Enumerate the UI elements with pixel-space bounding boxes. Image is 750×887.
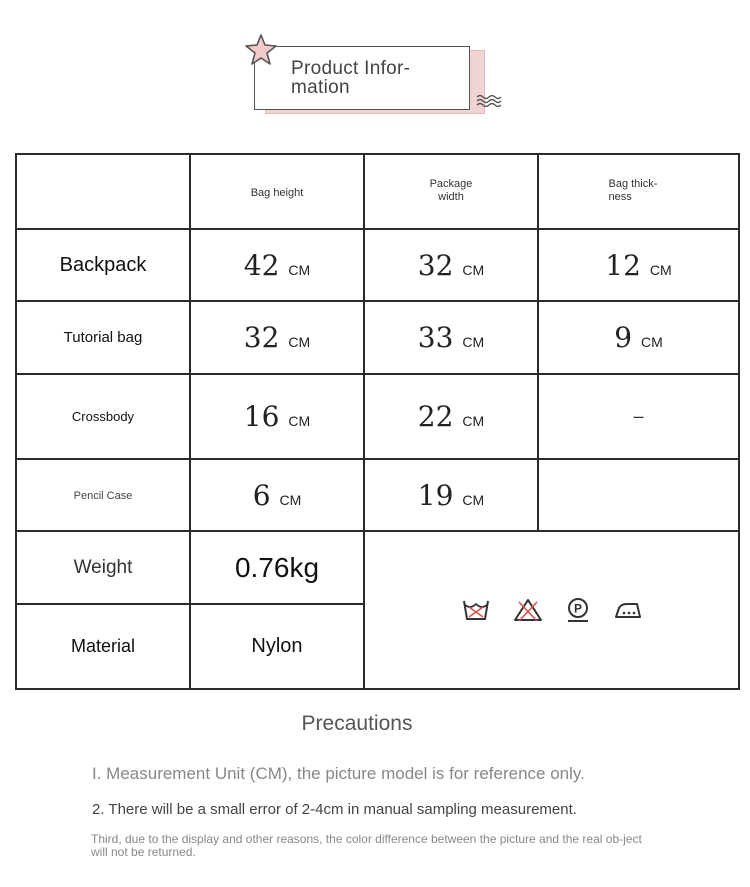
- care-symbols-cell: [364, 531, 739, 689]
- weight-value: 0.76kg: [190, 531, 364, 604]
- iron-icon: [613, 597, 643, 623]
- star-icon: [244, 33, 278, 67]
- width-cell: 22 CM: [364, 374, 538, 459]
- height-cell: 6 CM: [190, 459, 364, 531]
- thickness-cell: –: [538, 374, 739, 459]
- row-label: Backpack: [16, 229, 190, 301]
- header-bag-height: Bag height: [190, 154, 364, 229]
- waves-icon: [476, 93, 504, 107]
- table-row: [16, 374, 739, 459]
- page-title: Product Infor-mation: [291, 58, 411, 98]
- row-label: Crossbody: [16, 374, 190, 459]
- precaution-note-2: 2. There will be a small error of 2-4cm in manual sampling measurement.: [92, 801, 577, 818]
- precaution-note-1: I. Measurement Unit (CM), the picture model is for reference only.: [92, 764, 585, 783]
- row-label: Tutorial bag: [16, 301, 190, 374]
- material-label: Material: [16, 604, 190, 689]
- weight-label: Weight: [16, 531, 190, 604]
- table-row: [16, 459, 739, 531]
- precautions-title: Precautions: [301, 712, 413, 735]
- row-label: Pencil Case: [16, 459, 190, 531]
- header-bag-thickness: Bag thick-ness: [538, 154, 739, 229]
- material-value: Nylon: [190, 604, 364, 689]
- width-cell: 32 CM: [364, 229, 538, 301]
- hand-wash-icon: [461, 597, 491, 623]
- header-empty-cell: [16, 154, 190, 229]
- product-info-badge: [240, 30, 510, 125]
- care-symbols: [365, 597, 738, 623]
- do-not-bleach-icon: [513, 597, 543, 623]
- dry-clean-icon: [565, 597, 591, 623]
- thickness-cell: 9 CM: [538, 301, 739, 374]
- table-row: [16, 229, 739, 301]
- thickness-cell: [538, 459, 739, 531]
- badge-frame: [254, 46, 470, 110]
- precaution-note-3: Third, due to the display and other reasons, the color difference between the picture and the real ob-ject will not be returned.: [91, 832, 642, 859]
- spec-table: [15, 153, 740, 690]
- table-row: [16, 301, 739, 374]
- weight-row: [16, 531, 739, 604]
- width-cell: 19 CM: [364, 459, 538, 531]
- width-cell: 33 CM: [364, 301, 538, 374]
- table-header-row: [16, 154, 739, 229]
- thickness-cell: 12 CM: [538, 229, 739, 301]
- header-package-width: Package width: [364, 154, 538, 229]
- height-cell: 32 CM: [190, 301, 364, 374]
- height-cell: 16 CM: [190, 374, 364, 459]
- height-cell: 42 CM: [190, 229, 364, 301]
- svg-text:P: P: [573, 601, 582, 616]
